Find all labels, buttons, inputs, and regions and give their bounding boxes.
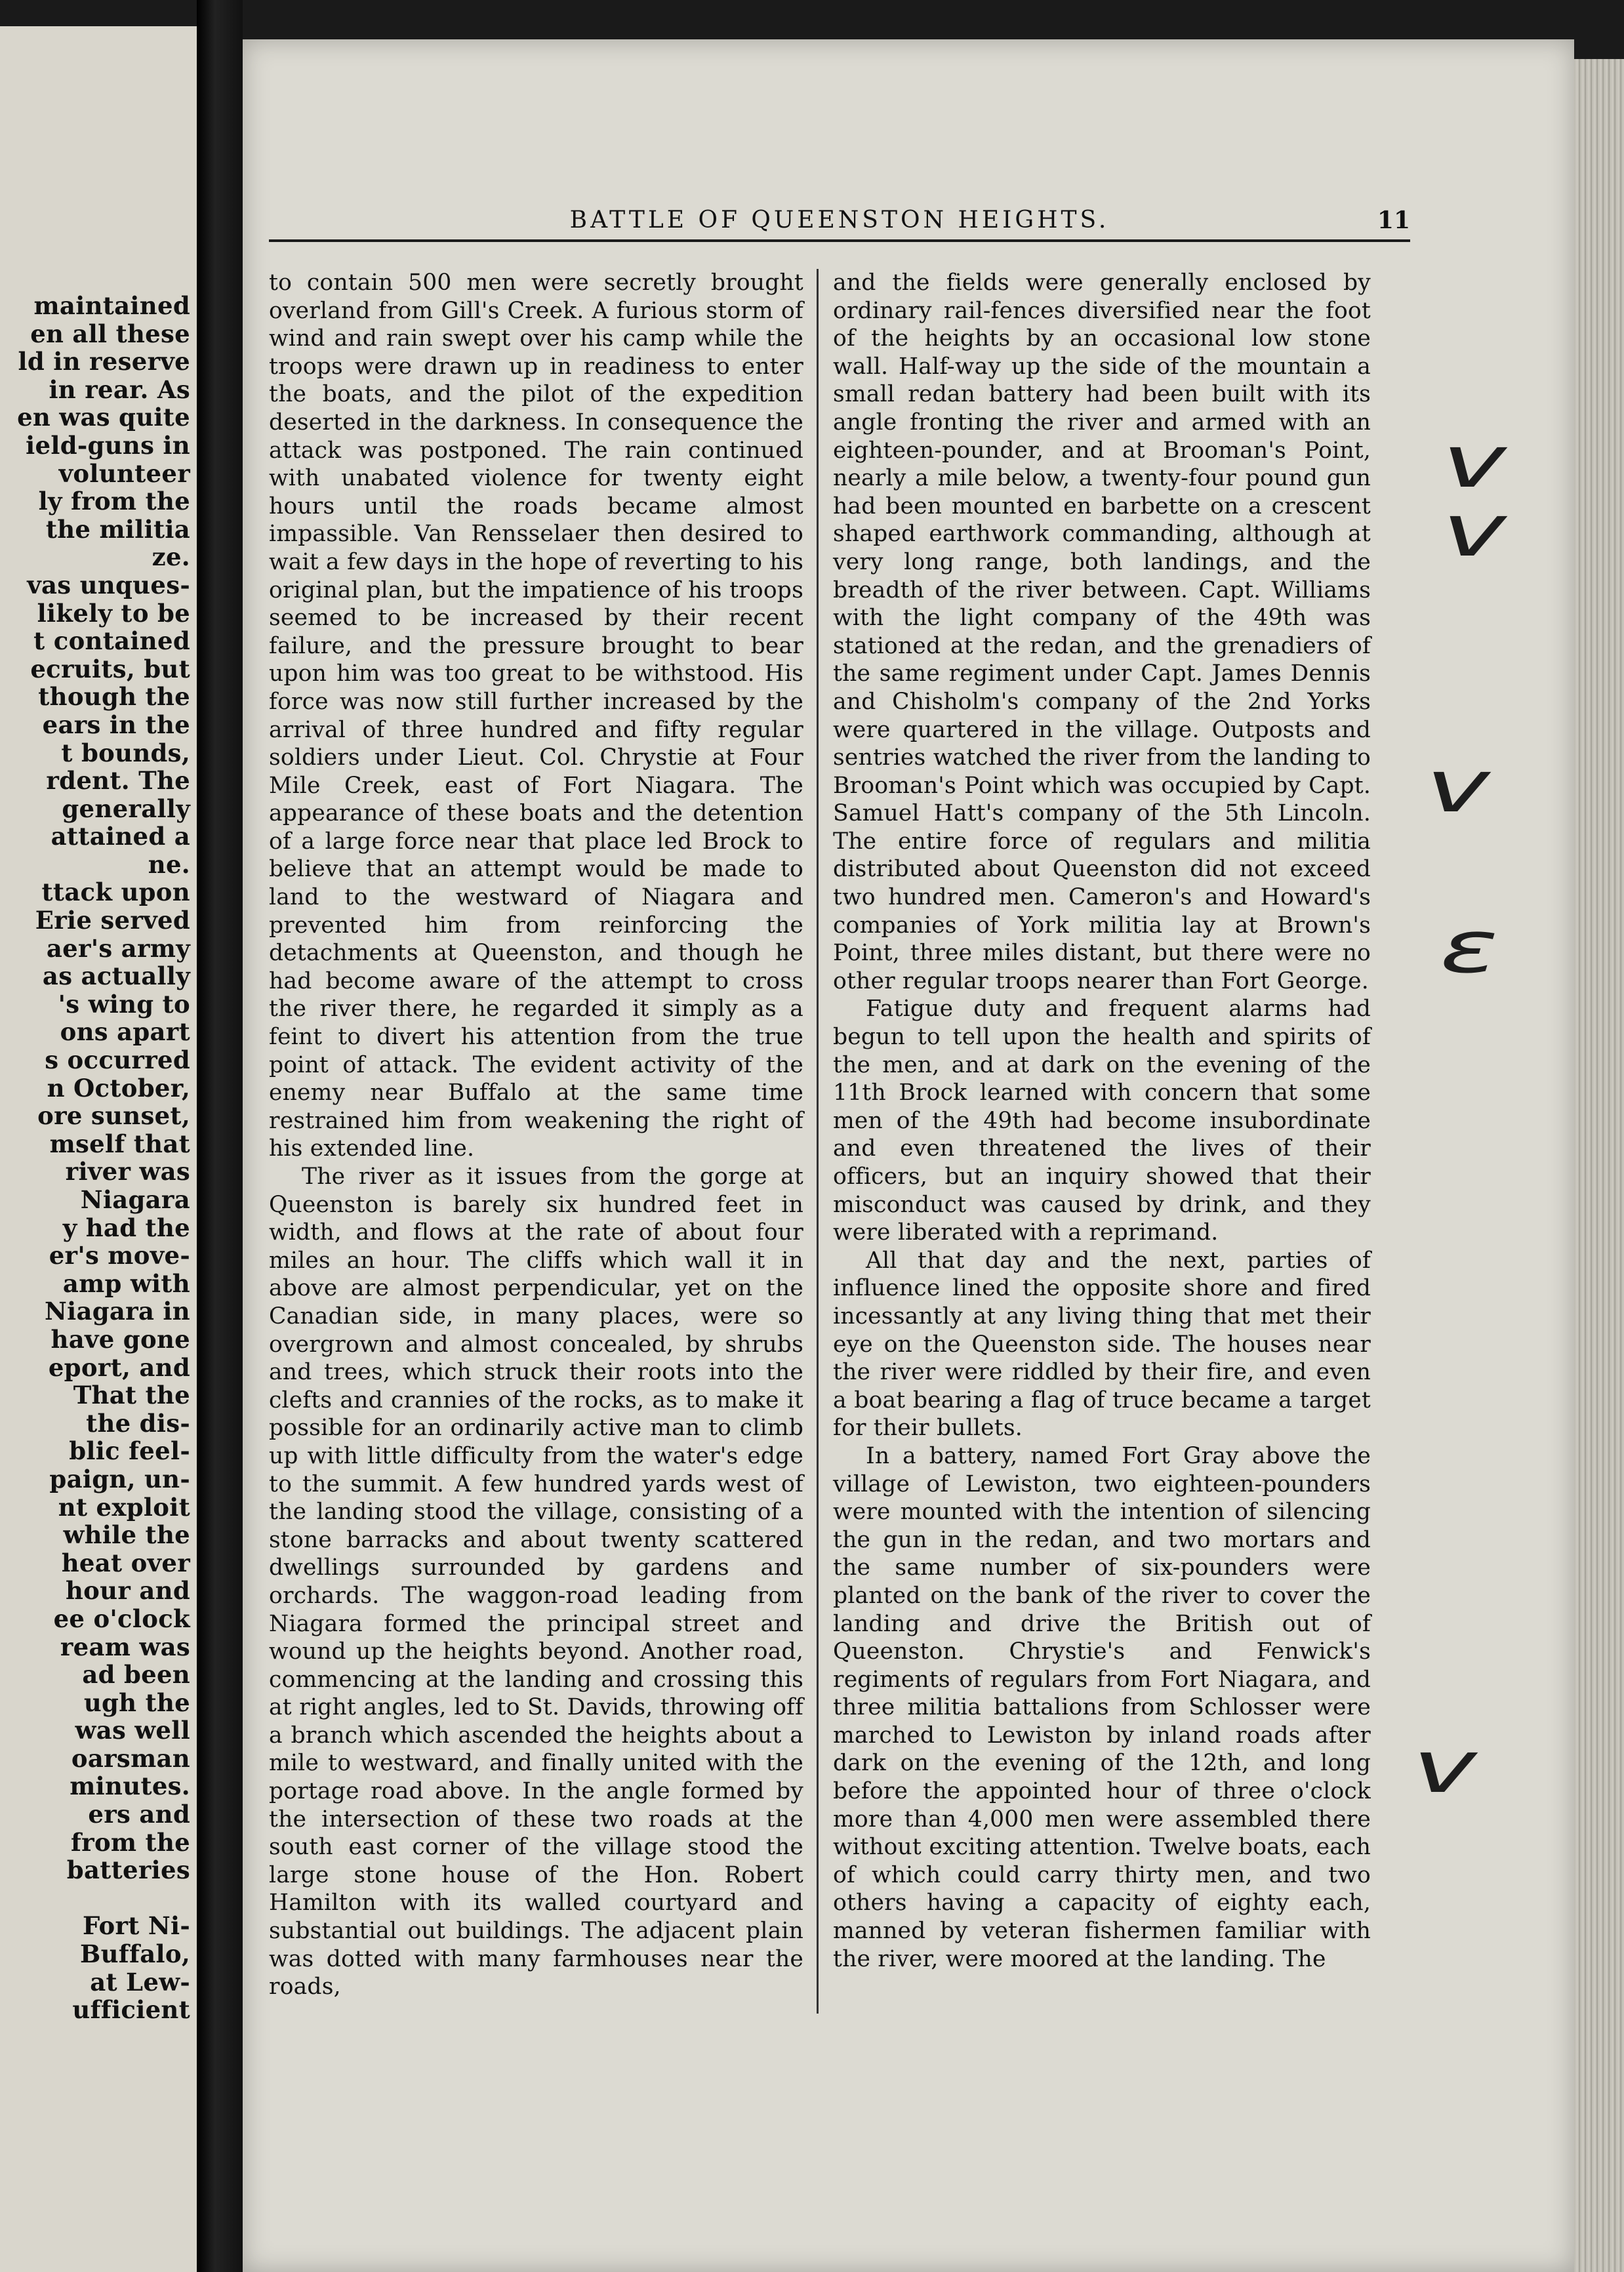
left-page-line: vas unques- [27, 570, 190, 599]
left-page-line: mself that [49, 1129, 190, 1158]
left-page-line: Niagara [80, 1185, 190, 1214]
left-page-line: though the [38, 682, 190, 712]
left-page-line: from the [70, 1827, 190, 1857]
left-page-line: s occurred [45, 1045, 190, 1075]
left-page-line: n October, [47, 1073, 190, 1103]
left-page-line: ttack upon [41, 878, 190, 907]
left-page-line: Niagara in [44, 1297, 190, 1326]
margin-annotation: v [1442, 489, 1507, 573]
paragraph: The river as it issues from the gorge at Queenston is barely six hundred feet in width, and flows at the rate of about four miles an hour. The cliffs which wall it in above are almost perpendicular, yet on the Canadian side, in many places, were so overgrown and almost concealed, by shrubs and trees, which struck their roots into the clefts and crannies of the rocks, as to make it possible for an ordinarily active man to climb up with little difficulty from the water's edge to the summit. A few hundred yards west of the landing stood the village, consisting of a stone barracks and about twenty scattered dwellings surrounded by gardens and orchards. The waggon-road leading from Niagara formed the principal street and wound up the heights beyond. Another road, commencing at the landing and crossing this at right angles, led to St. Davids, throwing off a branch which ascended the heights about a mile to westward, and finally united with the portage road above. In the angle formed by the intersection of these two roads at the south east corner of the village stood the large stone house of the Hon. Robert Hamilton with its walled courtyard and substantial out buildings. The adjacent plain was dotted with many farmhouses near the roads, [269, 1164, 803, 2000]
paragraph: In a battery, named Fort Gray above the village of Lewiston, two eighteen-pounders were mounted with the intention of silencing the gun in the redan, and two mortars and the same number of six-pounders were planted on the bank of the river to cover the landing and drive the British out of Queenston. Chrystie's and Fenwick's regiments of regulars from Fort Niagara, and three militia battalions from Schlosser were marched to Lewiston by inland roads after dark on the evening of the 12th, and long before the appointed hour of three o'clock more than 4,000 men were assembled there without exciting attention. Twelve boats, each of which could carry thirty men, and two others having a capacity of eighty each, manned by veteran fishermen familiar with the river, were moored at the landing. The [833, 1442, 1371, 1972]
text-column-right [833, 269, 1371, 1973]
left-page-line: y had the [62, 1213, 190, 1242]
left-page-line: 's wing to [58, 989, 190, 1019]
left-page-line: ze. [152, 542, 190, 572]
left-page-line: the militia [45, 514, 190, 544]
left-page-line: Buffalo, [80, 1939, 190, 1969]
left-page-line: blic feel- [69, 1436, 190, 1466]
running-title: BATTLE OF QUEENSTON HEIGHTS. [569, 207, 1110, 233]
paragraph: and the fields were generally enclosed by ordinary rail-fences diversified near the foot of the heights by an occasional low stone wall. Half-way up the side of the mountain a small redan battery had been built with its angle fronting the river and armed with an eighteen-pounder, and at Brooman's Point, nearly a mile below, a twenty-four pound gun had been mounted en barbette on a crescent shaped earthwork commanding, although at very long range, both landings, and the breadth of the river between. Capt. Williams with the light company of the 49th was stationed at the redan, and the grenadiers of the same regiment under Capt. James Dennis and Chisholm's company of the 2nd Yorks were quartered in the village. Outposts and sentries watched the river from the landing to Brooman's Point which was occupied by Capt. Samuel Hatt's company of the 5th Lincoln. The entire force of regulars and militia distributed about Queenston did not exceed two hundred men. Cameron's and Howard's companies of York militia lay at Brown's Point, three miles distant, but there were no other regular troops nearer than Fort George. [833, 270, 1371, 994]
left-page-line: in rear. As [49, 375, 190, 404]
left-page-line: ons apart [60, 1017, 190, 1047]
left-page-line: That the [73, 1381, 190, 1410]
left-page-line: en was quite [17, 403, 190, 432]
left-page-line: river was [65, 1157, 190, 1187]
left-page-line: ly from the [38, 487, 190, 516]
left-page-line: paign, un- [49, 1464, 190, 1493]
left-page-line: hour and [65, 1576, 190, 1606]
left-page-line: maintained [33, 291, 190, 320]
left-page-line: ne. [148, 849, 190, 879]
left-page-line: have gone [51, 1324, 190, 1354]
page-number: 11 [1377, 207, 1410, 234]
left-page-line: as actually [42, 962, 190, 991]
left-page-text [7, 292, 190, 2024]
left-page-line: while the [63, 1520, 190, 1550]
left-page-line: t bounds, [61, 738, 190, 767]
left-page-line: ad been [82, 1660, 190, 1690]
left-page-line: Fort Ni- [82, 1911, 190, 1941]
page-edges [1574, 59, 1624, 2272]
left-page-line: at Lew- [90, 1967, 190, 1997]
left-page-line: ee o'clock [53, 1604, 190, 1633]
paragraph: Fatigue duty and frequent alarms had begun to tell upon the health and spirits of the men, and at dark on the evening of the 11th Brock learned with concern that some men of the 49th had become insubordinate and even threatened the lives of their officers, but an inquiry showed that their misconduct was caused by drink, and they were liberated with a reprimand. [833, 996, 1371, 1246]
left-page-line: amp with [62, 1268, 190, 1298]
left-page-fragment [0, 26, 199, 2272]
left-page-line: ld in reserve [18, 347, 190, 376]
left-page-line: rdent. The [46, 766, 190, 796]
left-page-line: ore sunset, [37, 1101, 190, 1131]
left-page-line: the dis- [86, 1408, 190, 1438]
left-page-line: ield-guns in [26, 430, 190, 460]
left-page-line: ream was [60, 1632, 190, 1661]
left-page-line: ugh the [83, 1688, 190, 1717]
left-page-line: batteries [66, 1856, 190, 1885]
column-divider [817, 269, 819, 2014]
paragraph: All that day and the next, parties of influence lined the opposite shore and fired incessantly at any living thing that met their eye on the Queenston side. The houses near the river were riddled by their fire, and even a boat bearing a flag of truce became a target for their bullets. [833, 1247, 1371, 1442]
left-page-line: likely to be [37, 598, 190, 628]
left-page-line: er's move- [49, 1241, 190, 1270]
paragraph: to contain 500 men were secretly brought overland from Gill's Creek. A furious storm of wind and rain swept over his camp while the troops were drawn up in readiness to enter the boats, and the pilot of the expedition deserted in the darkness. In consequence the attack was postponed. The rain continued with unabated violence for twenty eight hours until the roads became almost impassible. Van Rensselaer then desired to wait a few days in the hope of reverting to his original plan, but the impatience of his troops seemed to be increased by their recent failure, and the pressure brought to bear upon him was too great to be withstood. His force was now still further increased by the arrival of three hundred and fifty regular soldiers under Lieut. Col. Chrystie at Four Mile Creek, east of Fort Niagara. The appearance of these boats and the detention of a large force near that place led Brock to believe that an attempt would be made to land to the westward of Niagara and prevented him from reinforcing the detachments at Queenston, and though he had become aware of the attempt to cross the river there, he regarded it simply as a feint to divert his attention from the true point of attack. The evident activity of the enemy near Buffalo at the same time restrained him from weakening the right of his extended line. [269, 270, 803, 1162]
left-page-line: attained a [51, 822, 190, 851]
margin-annotation: v [1412, 1725, 1477, 1809]
left-page-line: Erie served [35, 906, 190, 935]
left-page-line: minutes. [70, 1772, 190, 1801]
left-page-line: en all these [30, 319, 190, 348]
left-page-line: t contained [33, 626, 190, 656]
left-page-line: oarsman [71, 1743, 190, 1773]
left-page-line: heat over [61, 1548, 190, 1577]
left-page-line: aer's army [46, 933, 190, 963]
left-page-line: ufficient [72, 1995, 190, 2025]
margin-annotation: v [1425, 744, 1490, 828]
left-page-line: generally [62, 794, 190, 823]
margin-annotation: v [1442, 420, 1507, 504]
left-page-line: was well [75, 1716, 190, 1745]
left-page-line: volunteer [58, 458, 190, 488]
margin-annotation: ε [1440, 905, 1499, 989]
book-gutter [197, 0, 243, 2272]
left-page-line: eport, and [48, 1352, 190, 1382]
left-page-line: ers and [88, 1800, 190, 1829]
left-page-line [7, 1884, 190, 1913]
text-column-left [269, 269, 803, 2001]
left-page-line: ears in the [42, 710, 190, 739]
left-page-line: nt exploit [58, 1492, 190, 1522]
page-header [269, 200, 1410, 242]
left-page-line: ecruits, but [30, 654, 190, 683]
